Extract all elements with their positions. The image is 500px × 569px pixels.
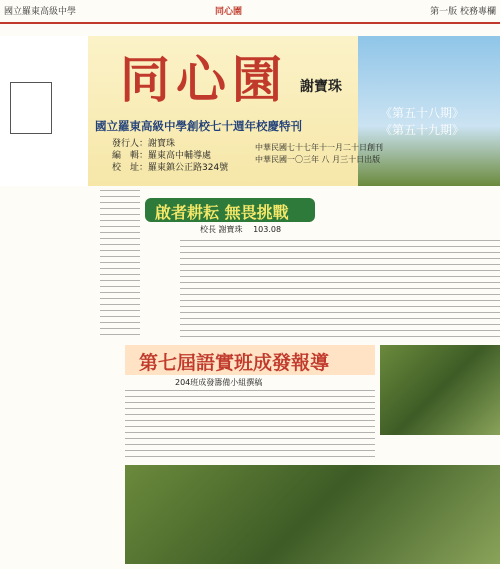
masthead-info — [112, 138, 228, 174]
address: 校 址：羅東鎮公正路324號 — [112, 163, 229, 173]
headline-box — [145, 198, 315, 222]
headline: 啟者耕耘 無畏挑戰 — [155, 203, 289, 222]
report-text — [125, 390, 375, 460]
event-photos — [125, 465, 500, 564]
date1: 中華民國七十七年十一月二十日創刊 — [255, 143, 383, 152]
byline-name: 校長 謝寶珠 — [200, 225, 243, 234]
seal — [10, 82, 52, 134]
issues: 《第五十八期》 《第五十九期》 — [380, 106, 465, 137]
masthead-left — [0, 36, 88, 186]
masthead-signature: 謝寶珠 — [300, 79, 342, 95]
header-left: 國立羅東高級中學 — [4, 7, 77, 17]
masthead-dates — [255, 142, 383, 166]
byline — [200, 224, 281, 235]
byline-date: 103.08 — [253, 225, 282, 234]
header-center: 同心園 — [215, 7, 243, 17]
page-header — [0, 0, 500, 24]
publisher: 發行人：謝寶珠 — [112, 139, 176, 149]
text-block — [180, 240, 500, 340]
editor: 編 輯：羅東高中輔導處 — [112, 151, 212, 161]
section-byline: 204班成發籌備小組撰稿 — [175, 378, 263, 387]
header-right: 第一版 校務專欄 — [430, 7, 496, 17]
date2: 中華民國一〇三年 八 月三十日出版 — [255, 155, 381, 164]
masthead-title: 同心園 — [120, 50, 288, 109]
text-column — [100, 190, 140, 340]
group-photo — [380, 345, 500, 435]
section-headline: 第七屆語實班成發報導 — [139, 352, 330, 374]
masthead-subtitle: 國立羅東高級中學創校七十週年校慶特刊 — [95, 119, 302, 133]
section-banner — [125, 345, 375, 375]
